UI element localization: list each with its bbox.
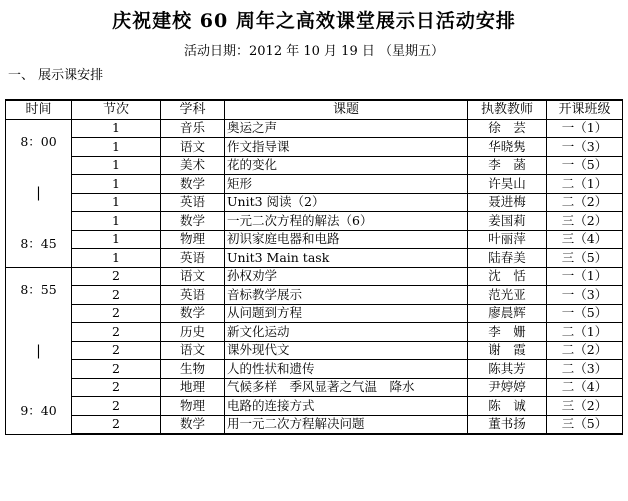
teacher-cell: 李 姗 [468,323,547,342]
subject-cell: 数学 [161,304,225,323]
period-cell: 2 [72,415,161,434]
schedule-table [5,99,623,435]
class-cell: 一（5） [547,304,623,323]
class-cell: 二（4） [547,378,623,397]
teacher-cell: 聂进梅 [468,193,547,212]
table-row [6,267,623,286]
subject-cell: 物理 [161,397,225,416]
topic-cell: 一元二次方程的解法（6） [225,212,468,231]
subject-cell: 音乐 [161,119,225,138]
teacher-cell: 尹婷婷 [468,378,547,397]
period-cell: 2 [72,341,161,360]
time-slot-cell [6,267,72,434]
period-cell: 1 [72,249,161,268]
period-cell: 2 [72,323,161,342]
subject-cell: 语文 [161,341,225,360]
period-cell: 1 [72,156,161,175]
header-teacher: 执教教师 [468,100,547,119]
topic-cell: 电路的连接方式 [225,397,468,416]
class-cell: 三（5） [547,249,623,268]
header-topic: 课题 [225,100,468,119]
class-cell: 二（2） [547,193,623,212]
teacher-cell: 谢 霞 [468,341,547,360]
subject-cell: 语文 [161,267,225,286]
header-time: 时间 [6,100,72,119]
class-cell: 二（2） [547,341,623,360]
class-cell: 一（5） [547,156,623,175]
subject-cell: 英语 [161,193,225,212]
topic-cell: 音标教学展示 [225,286,468,305]
subject-cell: 英语 [161,249,225,268]
teacher-cell: 叶丽萍 [468,230,547,249]
subject-cell: 美术 [161,156,225,175]
time-end: 9：40 [20,402,57,418]
class-cell: 二（1） [547,175,623,194]
table-row [6,138,623,157]
document-title: 庆祝建校 60 周年之高效课堂展示日活动安排 [112,10,516,32]
teacher-cell: 陈 诚 [468,397,547,416]
topic-cell: 从问题到方程 [225,304,468,323]
table-row [6,415,623,434]
period-cell: 1 [72,175,161,194]
topic-cell: 用一元二次方程解决问题 [225,415,468,434]
table-row [6,378,623,397]
subject-cell: 英语 [161,286,225,305]
header-period: 节次 [72,100,161,119]
header-subject: 学科 [161,100,225,119]
topic-cell: 花的变化 [225,156,468,175]
topic-cell: 初识家庭电器和电路 [225,230,468,249]
subject-cell: 物理 [161,230,225,249]
teacher-cell: 陈其芳 [468,360,547,379]
schedule-body [6,119,623,434]
period-cell: 2 [72,304,161,323]
subject-cell: 历史 [161,323,225,342]
teacher-cell: 徐 芸 [468,119,547,138]
time-end: 8：45 [20,236,57,251]
table-row [6,156,623,175]
period-cell: 2 [72,397,161,416]
subject-cell: 地理 [161,378,225,397]
class-cell: 三（2） [547,397,623,416]
subject-cell: 数学 [161,415,225,434]
teacher-cell: 陆春美 [468,249,547,268]
table-row [6,304,623,323]
table-row [6,286,623,305]
time-slot-cell [6,119,72,267]
topic-cell: 气候多样 季风显著之气温 降水 [225,378,468,397]
period-cell: 2 [72,378,161,397]
topic-cell: 矩形 [225,175,468,194]
subject-cell: 数学 [161,212,225,231]
topic-cell: 作文指导课 [225,138,468,157]
topic-cell: 课外现代文 [225,341,468,360]
teacher-cell: 李 菡 [468,156,547,175]
period-cell: 2 [72,360,161,379]
subject-cell: 生物 [161,360,225,379]
period-cell: 2 [72,267,161,286]
period-cell: 2 [72,286,161,305]
activity-date: 活动日期：2012 年 10 月 19 日 （星期五） [184,44,444,59]
class-cell: 一（3） [547,286,623,305]
table-row [6,193,623,212]
class-cell: 二（3） [547,360,623,379]
table-row [6,119,623,138]
teacher-cell: 许昊山 [468,175,547,194]
time-separator: | [36,342,41,359]
class-cell: 三（2） [547,212,623,231]
teacher-cell: 沈 恬 [468,267,547,286]
topic-cell: 新文化运动 [225,323,468,342]
topic-cell: 孙权劝学 [225,267,468,286]
period-cell: 1 [72,193,161,212]
teacher-cell: 范光亚 [468,286,547,305]
class-cell: 一（1） [547,267,623,286]
teacher-cell: 华晓隽 [468,138,547,157]
class-cell: 三（5） [547,415,623,434]
section-heading: 一、 展示课安排 [8,68,104,83]
period-cell: 1 [72,230,161,249]
teacher-cell: 廖晨辉 [468,304,547,323]
table-row [6,397,623,416]
teacher-cell: 姜国莉 [468,212,547,231]
table-header-row [6,100,623,119]
time-start: 8：00 [20,134,57,149]
class-cell: 一（3） [547,138,623,157]
period-cell: 1 [72,212,161,231]
topic-cell: 奥运之声 [225,119,468,138]
time-slot [8,126,69,260]
class-cell: 二（1） [547,323,623,342]
table-row [6,230,623,249]
subject-cell: 语文 [161,138,225,157]
table-row [6,249,623,268]
topic-cell: 人的性状和遗传 [225,360,468,379]
table-row [6,341,623,360]
class-cell: 三（4） [547,230,623,249]
class-cell: 一（1） [547,119,623,138]
table-row [6,175,623,194]
table-row [6,323,623,342]
teacher-cell: 董书扬 [468,415,547,434]
period-cell: 1 [72,119,161,138]
table-row [6,360,623,379]
header-class: 开课班级 [547,100,623,119]
topic-cell: Unit3 Main task [225,249,468,268]
time-slot [8,274,69,427]
subject-cell: 数学 [161,175,225,194]
time-start: 8：55 [20,282,57,298]
time-separator: | [36,185,41,201]
topic-cell: Unit3 阅读（2） [225,193,468,212]
table-row [6,212,623,231]
period-cell: 1 [72,138,161,157]
